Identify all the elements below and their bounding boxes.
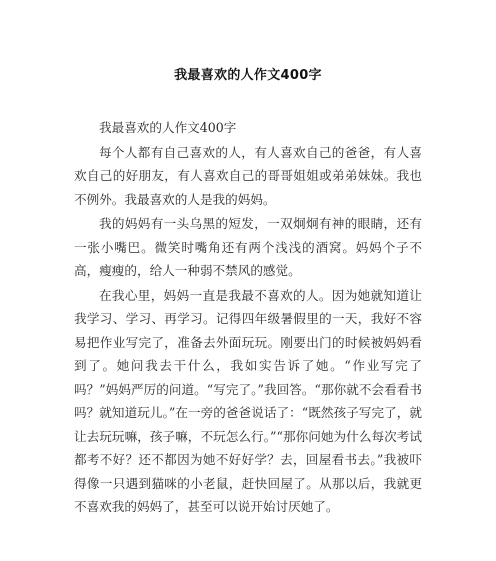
paragraph-1: 每个人都有自己喜欢的人，有人喜欢自己的爸爸，有人喜欢自己的好朋友，有人喜欢自己的哥哥姐姐或弟弟妹妹。我也不例外。我最喜欢的人是我的妈妈。 <box>74 144 422 207</box>
paragraph-3: 在我心里，妈妈一直是我最不喜欢的人。因为她就知道让我学习、学习、再学习。记得四年级暑假里的一天，我好不容易把作业写完了，准备去外面玩玩。刚要出门的时候被妈妈看到了。她问我去干什么，我如实告诉了她。“作业写完了吗？”妈妈严厉的问道。“写完了。”我回答。“那你就不会看看书吗？就知道玩儿。”在一旁的爸爸说话了：“既然孩子写完了，就让去玩玩嘛，孩子嘛，不玩怎么行。”“那你问她为什么每次考试都考不好？还不都因为她不好好学？去，回屋看书去。”我被吓得像一只遇到猫咪的小老鼠，赶快回屋了。从那以后，我就更不喜欢我的妈妈了，甚至可以说开始讨厌她了。 <box>74 287 422 514</box>
document-subtitle: 我最喜欢的人作文400字 <box>99 120 237 135</box>
document-title: 我最喜欢的人作文400字 <box>174 68 322 83</box>
paragraph-2: 我的妈妈有一头乌黑的短发，一双炯炯有神的眼睛，还有一张小嘴巴。微笑时嘴角还有两个浅浅的酒窝。妈妈个子不高，瘦瘦的，给人一种弱不禁风的感觉。 <box>74 216 422 278</box>
document-body <box>74 116 422 520</box>
